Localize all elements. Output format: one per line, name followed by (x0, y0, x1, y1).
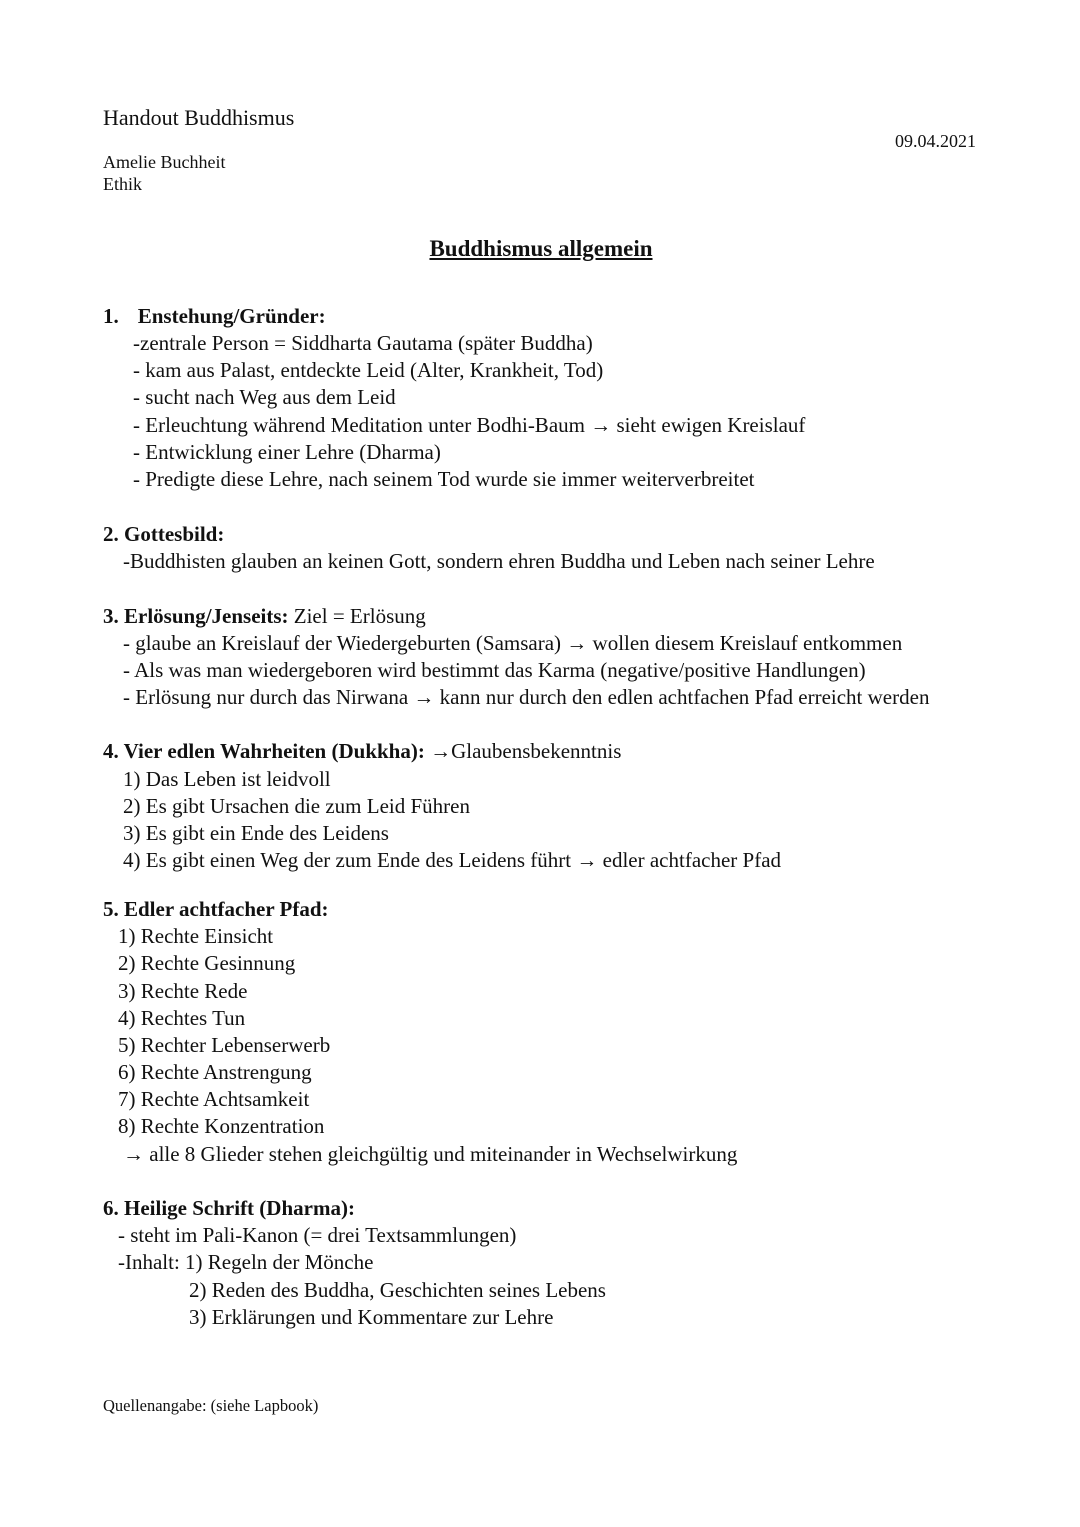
section-4-line: 1) Das Leben ist leidvoll (123, 767, 331, 791)
section-1-line: - Entwicklung einer Lehre (Dharma) (133, 440, 441, 464)
author-name: Amelie Buchheit (103, 152, 226, 172)
section-6-line: -Inhalt: 1) Regeln der Mönche (118, 1250, 374, 1274)
section-4-heading (103, 738, 621, 765)
section-5-line: 1) Rechte Einsicht (118, 924, 274, 948)
section-5-line: 4) Rechtes Tun (118, 1006, 246, 1030)
section-2-line: -Buddhisten glauben an keinen Gott, sondern ehren Buddha und Leben nach seiner Lehre (123, 549, 875, 573)
section-3-title: 3. Erlösung/Jenseits: (103, 604, 289, 628)
section-4-title: 4. Vier edlen Wahrheiten (Dukkha): (103, 739, 425, 763)
subject-name: Ethik (103, 174, 142, 194)
document-date: 09.04.2021 (895, 131, 976, 151)
section-2-heading (103, 521, 224, 548)
section-1-line: - kam aus Palast, entdeckte Leid (Alter, Krankheit, Tod) (133, 358, 604, 382)
section-6-heading (103, 1195, 355, 1222)
main-heading-text: Buddhismus allgemein (429, 236, 653, 261)
section-4-suffix: →Glaubensbekenntnis (424, 739, 622, 763)
section-6-line: - steht im Pali-Kanon (= drei Textsammlungen) (118, 1223, 517, 1247)
section-5-line: 5) Rechter Lebenserwerb (118, 1033, 331, 1057)
main-heading (0, 236, 1080, 262)
section-5-heading (103, 896, 329, 923)
document-title: Handout Buddhismus (103, 105, 295, 130)
section-3-line: - Erlösung nur durch das Nirwana → kann nur durch den edlen achtfachen Pfad erreicht werden (123, 685, 930, 709)
section-3-line: - glaube an Kreislauf der Wiedergeburten (Samsara) → wollen diesem Kreislauf entkommen (123, 631, 903, 655)
section-4-line: 2) Es gibt Ursachen die zum Leid Führen (123, 794, 470, 818)
section-5-line: 7) Rechte Achtsamkeit (118, 1087, 310, 1111)
section-4-line: 3) Es gibt ein Ende des Leidens (123, 821, 389, 845)
section-4-line: 4) Es gibt einen Weg der zum Ende des Leidens führt → edler achtfacher Pfad (123, 848, 782, 872)
section-3-suffix: Ziel = Erlösung (288, 604, 426, 628)
section-1-number: 1. (103, 304, 119, 328)
section-5-title: 5. Edler achtfacher Pfad: (103, 897, 329, 921)
section-5-line: 3) Rechte Rede (118, 979, 248, 1003)
source-note: Quellenangabe: (siehe Lapbook) (103, 1396, 319, 1415)
section-1-line: -zentrale Person = Siddharta Gautama (später Buddha) (133, 331, 593, 355)
section-1-line: - Erleuchtung während Meditation unter Bodhi-Baum → sieht ewigen Kreislauf (133, 413, 806, 437)
section-6-title: 6. Heilige Schrift (Dharma): (103, 1196, 355, 1220)
section-5-line: 8) Rechte Konzentration (118, 1114, 325, 1138)
section-1-line: - sucht nach Weg aus dem Leid (133, 385, 396, 409)
section-5-line: 2) Rechte Gesinnung (118, 951, 296, 975)
section-6-line: 2) Reden des Buddha, Geschichten seines Lebens (189, 1278, 606, 1302)
section-3-heading (103, 603, 426, 630)
section-6-line: 3) Erklärungen und Kommentare zur Lehre (189, 1305, 554, 1329)
section-1-line: - Predigte diese Lehre, nach seinem Tod wurde sie immer weiterverbreitet (133, 467, 755, 491)
section-2-title: 2. Gottesbild: (103, 522, 225, 546)
section-1-heading (103, 303, 326, 330)
section-5-line: 6) Rechte Anstrengung (118, 1060, 312, 1084)
section-5-line: → alle 8 Glieder stehen gleichgültig und miteinander in Wechselwirkung (123, 1142, 738, 1166)
section-3-line: - Als was man wiedergeboren wird bestimmt das Karma (negative/positive Handlungen) (123, 658, 866, 682)
section-1-title: Enstehung/Gründer: (137, 304, 326, 328)
